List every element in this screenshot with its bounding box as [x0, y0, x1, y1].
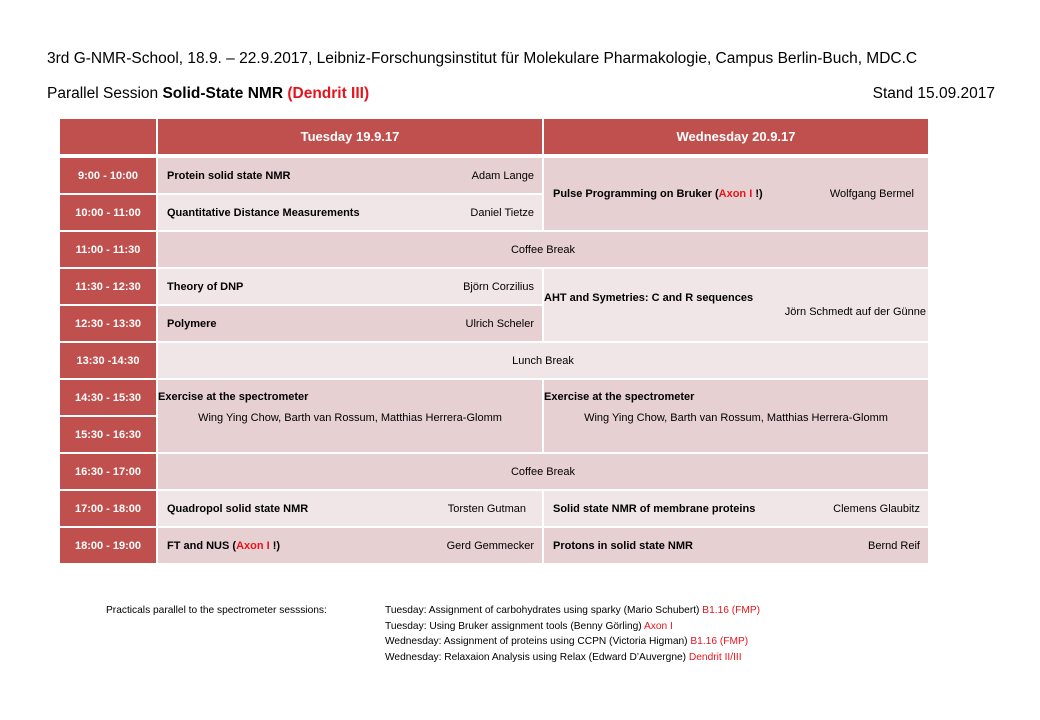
practicals-label: Practicals parallel to the spectrometer sesssions: [106, 605, 327, 616]
practical-item [385, 650, 760, 666]
session-cell [157, 490, 543, 527]
table-row [59, 453, 929, 490]
time-slot: 17:00 - 18:00 [59, 490, 157, 527]
topic-text: !) [269, 539, 281, 552]
practical-item [385, 634, 760, 650]
session-cell [157, 268, 543, 305]
session-room: (Dendrit III) [287, 85, 370, 102]
session-speaker: Gerd Gemmecker [446, 539, 534, 552]
session-topic: Quantitative Distance Measurements [167, 206, 360, 219]
session-cell [543, 379, 929, 453]
practical-text: Tuesday: Using Bruker assignment tools (Benny Görling) [385, 620, 644, 632]
table-row [59, 231, 929, 268]
session-speaker: Wing Ying Chow, Barth van Rossum, Matthias Herrera-Glomm [584, 412, 888, 424]
day-header-tuesday: Tuesday 19.9.17 [157, 118, 543, 156]
time-slot: 13:30 -14:30 [59, 342, 157, 379]
table-row [59, 379, 929, 416]
topic-text: !) [752, 188, 763, 200]
practical-item [385, 603, 760, 619]
session-speaker: Björn Corzilius [463, 280, 534, 293]
time-slot: 16:30 - 17:00 [59, 453, 157, 490]
room-label: Axon I [236, 539, 270, 552]
session-cell [543, 156, 929, 231]
session-speaker: Daniel Tietze [470, 206, 534, 219]
session-speaker: Clemens Glaubitz [833, 502, 920, 515]
session-cell [157, 305, 543, 342]
session-topic [553, 188, 763, 200]
session-speaker: Torsten Gutman [447, 502, 526, 515]
session-cell [543, 490, 929, 527]
session-cell [543, 527, 929, 564]
session-cell [157, 156, 543, 194]
time-slot: 9:00 - 10:00 [59, 156, 157, 194]
practical-location: Dendrit II/III [688, 651, 742, 663]
table-row [59, 527, 929, 564]
session-topic [167, 540, 280, 552]
stand-date: Stand 15.09.2017 [872, 85, 995, 102]
table-row [59, 490, 929, 527]
session-title [47, 85, 369, 103]
break-cell: Coffee Break [157, 231, 929, 268]
practical-text: Wednesday: Relaxaion Analysis using Relax (Edward D’Auvergne) [385, 651, 689, 663]
session-speaker: Adam Lange [471, 169, 534, 182]
table-header-row [59, 118, 929, 156]
table-row [59, 342, 929, 379]
practical-text: Wednesday: Assignment of proteins using CCPN (Victoria Higman) [385, 636, 691, 647]
session-speaker: Wing Ying Chow, Barth van Rossum, Matthias Herrera-Glomm [198, 412, 502, 424]
time-slot: 12:30 - 13:30 [59, 305, 157, 342]
session-topic: Polymere [167, 317, 217, 330]
session-topic: Exercise at the spectrometer [158, 391, 309, 403]
document-title: 3rd G-NMR-School, 18.9. – 22.9.2017, Leibniz-Forschungsinstitut für Molekulare Pharmakologie, Campus Berlin-Buch, MDC.C [47, 50, 918, 67]
session-cell [543, 268, 929, 342]
practical-text: Tuesday: Assignment of carbohydrates using sparky (Mario Schubert) [385, 605, 703, 616]
session-topic: Quadropol solid state NMR [167, 502, 309, 515]
session-speaker: Jörn Schmedt auf der Günne [784, 306, 926, 318]
room-label: Axon I [718, 188, 753, 200]
session-cell [157, 527, 543, 564]
time-slot: 15:30 - 16:30 [59, 416, 157, 453]
practicals-list [385, 603, 760, 665]
practical-location: Axon I [643, 620, 673, 632]
session-topic: Exercise at the spectrometer [544, 391, 695, 403]
session-topic: Protons in solid state NMR [553, 539, 693, 552]
session-prefix: Parallel Session [47, 85, 159, 102]
table-row [59, 156, 929, 194]
break-cell: Lunch Break [157, 342, 929, 379]
time-slot: 10:00 - 11:00 [59, 194, 157, 231]
session-name: Solid-State NMR [162, 85, 284, 102]
session-speaker: Ulrich Scheler [465, 317, 534, 330]
practical-location: B1.16 (FMP) [702, 605, 761, 616]
session-topic: Solid state NMR of membrane proteins [553, 502, 756, 515]
session-topic: AHT and Symetries: C and R sequences [544, 292, 754, 304]
time-header-cell [59, 118, 157, 156]
time-slot: 11:00 - 11:30 [59, 231, 157, 268]
time-slot: 14:30 - 15:30 [59, 379, 157, 416]
session-topic: Theory of DNP [167, 280, 244, 293]
practical-item [385, 619, 760, 635]
time-slot: 18:00 - 19:00 [59, 527, 157, 564]
session-topic: Protein solid state NMR [167, 169, 291, 182]
practical-location: B1.16 (FMP) [690, 636, 749, 647]
day-header-wednesday: Wednesday 20.9.17 [543, 118, 929, 156]
table-row [59, 268, 929, 305]
session-speaker: Wolfgang Bermel [829, 188, 914, 200]
session-cell [157, 194, 543, 231]
session-cell [157, 379, 543, 453]
break-cell: Coffee Break [157, 453, 929, 490]
time-slot: 11:30 - 12:30 [59, 268, 157, 305]
session-speaker: Bernd Reif [868, 539, 920, 552]
schedule-table [58, 117, 930, 565]
topic-text: Pulse Programming on Bruker ( [553, 188, 719, 200]
topic-text: FT and NUS ( [167, 539, 237, 552]
